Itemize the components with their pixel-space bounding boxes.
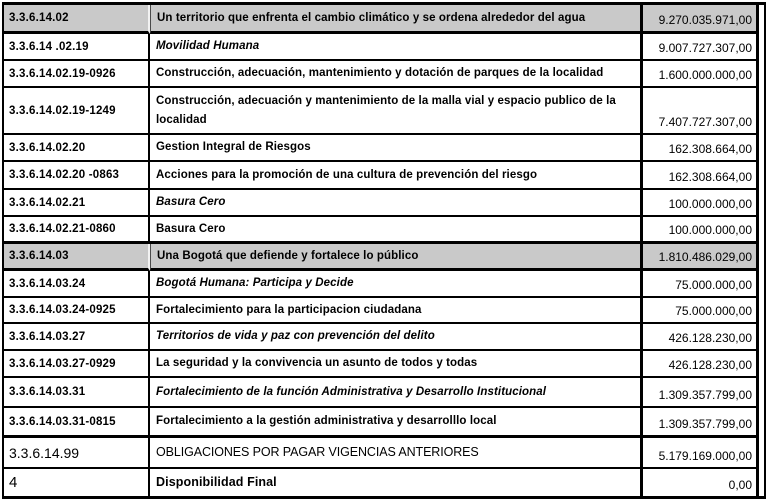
description-cell: Basura Cero: [150, 190, 640, 217]
amount-cell: 426.128.230,00: [640, 324, 759, 351]
column-gap: [759, 61, 764, 88]
table-row: [4, 61, 764, 88]
code-cell: 3.3.6.14.03: [4, 244, 150, 271]
amount-cell: 9.270.035.971,00: [640, 5, 759, 34]
code-cell: 3.3.6.14.02.20: [4, 135, 150, 162]
code-cell: 3.3.6.14.03.27: [4, 324, 150, 351]
description-cell: Fortalecimiento de la función Administrativa y Desarrollo Institucional: [150, 378, 640, 408]
amount-cell: 1.309.357.799,00: [640, 408, 759, 438]
amount-cell: 1.810.486.029,00: [640, 244, 759, 271]
column-gap: [759, 351, 764, 378]
description-cell: Construcción, adecuación y mantenimiento de la malla vial y espacio publico de la localidad: [150, 88, 640, 135]
table-row-section: [4, 244, 764, 271]
code-cell: 3.3.6.14.02.19-1249: [4, 88, 150, 135]
description-cell: Basura Cero: [150, 217, 640, 244]
amount-cell: 0,00: [640, 469, 759, 496]
table-row: [4, 217, 764, 244]
table-row: [4, 162, 764, 190]
code-cell: 3.3.6.14.99: [4, 438, 150, 469]
table-row: [4, 34, 764, 61]
table-row: [4, 351, 764, 378]
code-cell: 3.3.6.14.03.24: [4, 271, 150, 298]
column-gap: [759, 298, 764, 324]
description-cell: Territorios de vida y paz con prevención del delito: [150, 324, 640, 351]
table-row-section: [4, 5, 764, 34]
table-row: [4, 324, 764, 351]
code-cell: 3.3.6.14.02.21: [4, 190, 150, 217]
description-cell: Una Bogotá que defiende y fortalece lo público: [150, 244, 640, 271]
table-row: [4, 88, 764, 135]
column-gap: [759, 271, 764, 298]
table-row: [4, 271, 764, 298]
code-cell: 3.3.6.14.03.24-0925: [4, 298, 150, 324]
description-cell: Bogotá Humana: Participa y Decide: [150, 271, 640, 298]
amount-cell: 100.000.000,00: [640, 217, 759, 244]
code-cell: 3.3.6.14.02.19-0926: [4, 61, 150, 88]
code-cell: 3.3.6.14.03.27-0929: [4, 351, 150, 378]
amount-cell: 9.007.727.307,00: [640, 34, 759, 61]
column-gap: [759, 324, 764, 351]
table-row: [4, 378, 764, 408]
description-cell: La seguridad y la convivencia un asunto de todos y todas: [150, 351, 640, 378]
amount-cell: 7.407.727.307,00: [640, 88, 759, 135]
description-cell: Construcción, adecuación, mantenimiento y dotación de parques de la localidad: [150, 61, 640, 88]
amount-cell: 1.600.000.000,00: [640, 61, 759, 88]
column-gap: [759, 5, 764, 34]
code-cell: 3.3.6.14 .02.19: [4, 34, 150, 61]
code-cell: 3.3.6.14.03.31: [4, 378, 150, 408]
description-cell: Gestion Integral de Riesgos: [150, 135, 640, 162]
description-cell: Fortalecimiento para la participacion ciudadana: [150, 298, 640, 324]
amount-cell: 100.000.000,00: [640, 190, 759, 217]
description-cell: Un territorio que enfrenta el cambio climático y se ordena alrededor del agua: [150, 5, 640, 34]
code-cell: 4: [4, 469, 150, 496]
table-row: [4, 469, 764, 496]
column-gap: [759, 438, 764, 469]
amount-cell: 162.308.664,00: [640, 162, 759, 190]
code-cell: 3.3.6.14.02.20 -0863: [4, 162, 150, 190]
code-cell: 3.3.6.14.02: [4, 5, 150, 34]
column-gap: [759, 408, 764, 438]
code-cell: 3.3.6.14.02.21-0860: [4, 217, 150, 244]
description-cell: OBLIGACIONES POR PAGAR VIGENCIAS ANTERIORES: [150, 438, 640, 469]
description-cell: Acciones para la promoción de una cultura de prevención del riesgo: [150, 162, 640, 190]
column-gap: [759, 244, 764, 271]
amount-cell: 75.000.000,00: [640, 298, 759, 324]
description-cell: Movilidad Humana: [150, 34, 640, 61]
column-gap: [759, 190, 764, 217]
column-gap: [759, 135, 764, 162]
description-cell: Fortalecimiento a la gestión administrativa y desarrolllo local: [150, 408, 640, 438]
column-gap: [759, 378, 764, 408]
code-cell: 3.3.6.14.03.31-0815: [4, 408, 150, 438]
amount-cell: 426.128.230,00: [640, 351, 759, 378]
amount-cell: 162.308.664,00: [640, 135, 759, 162]
column-gap: [759, 217, 764, 244]
column-gap: [759, 34, 764, 61]
table-row: [4, 438, 764, 469]
budget-table: [2, 2, 766, 499]
scanned-budget-page: [0, 2, 768, 500]
table-row: [4, 408, 764, 438]
amount-cell: 5.179.169.000,00: [640, 438, 759, 469]
description-cell: Disponibilidad Final: [156, 475, 277, 490]
column-gap: [759, 162, 764, 190]
amount-cell: 75.000.000,00: [640, 271, 759, 298]
table-row: [4, 190, 764, 217]
column-gap: [759, 88, 764, 135]
amount-cell: 1.309.357.799,00: [640, 378, 759, 408]
column-gap: [759, 469, 764, 496]
table-row: [4, 135, 764, 162]
table-row: [4, 298, 764, 324]
